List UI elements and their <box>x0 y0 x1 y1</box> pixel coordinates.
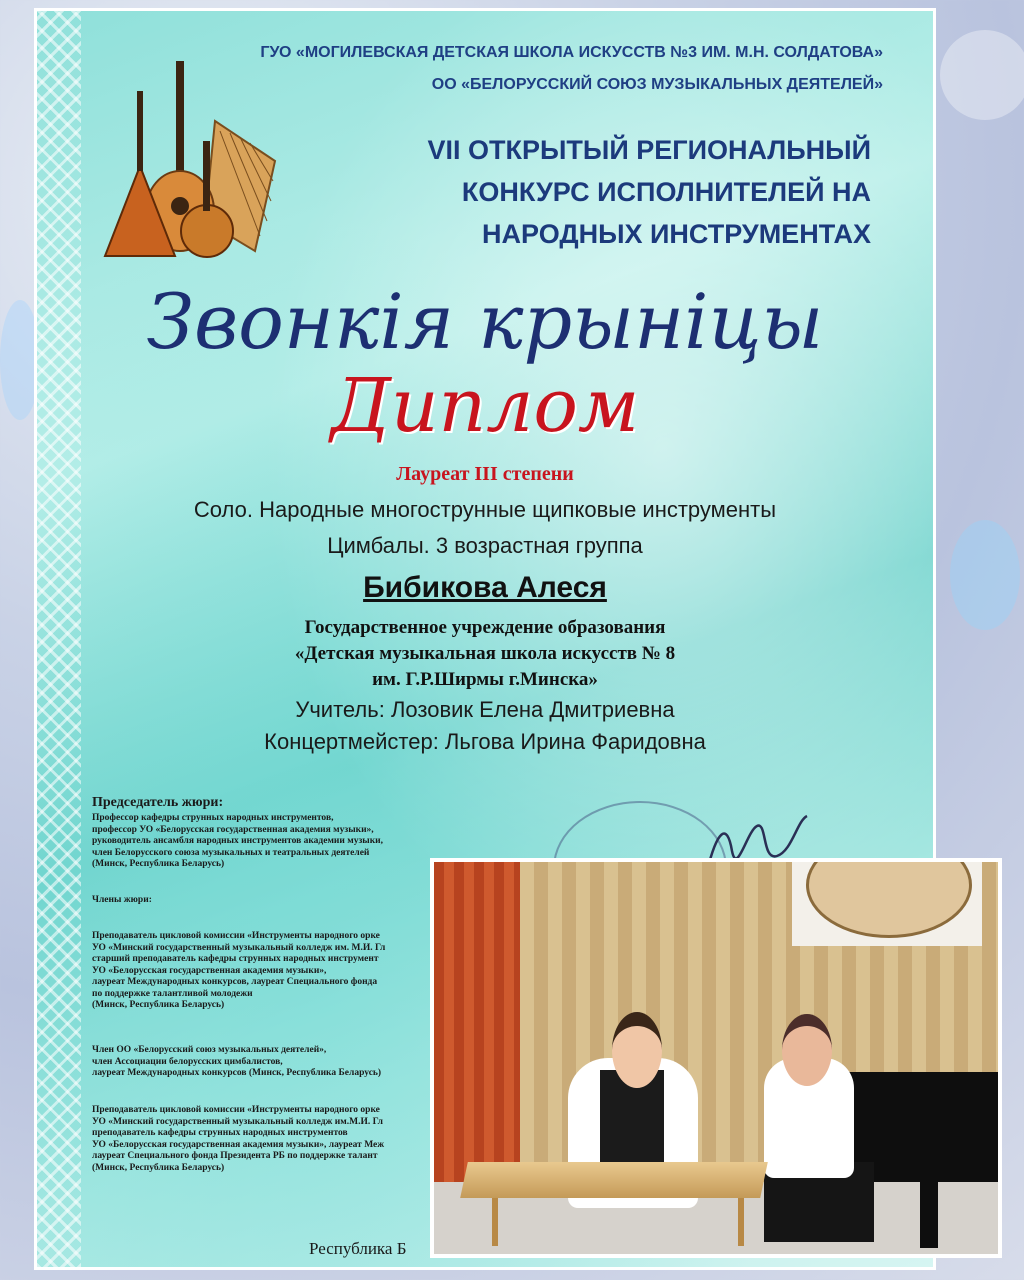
institution-line-1: Государственное учреждение образования <box>304 617 666 638</box>
footer-place: Республика Б <box>309 1239 407 1258</box>
performance-photo <box>430 858 1002 1258</box>
age-category: Цимбалы. 3 возрастная группа <box>327 533 643 558</box>
document-title: Диплом <box>330 363 640 449</box>
jury-member-3: Преподаватель цикловой комиссии «Инструменты народного орке УО «Минский государственный музыкальный колледж им.М.И. Гл преподаватель кафедры струнных народных инструментов УО «Белорусская государственная академия музыки», лауреат Меж лауреат Специального фонда Президента РБ по поддержке талант (Минск, Республика Беларусь) <box>92 1105 385 1173</box>
award-degree: Лауреат III степени <box>396 463 574 485</box>
contest-title: Звонкія крыніцы <box>146 277 824 366</box>
institution-line-3: им. Г.Р.Ширмы г.Минска» <box>372 669 598 690</box>
bokeh-light <box>940 30 1024 120</box>
cimbaly-instrument <box>460 1162 768 1198</box>
nomination: Соло. Народные многострунные щипковые инструменты <box>193 497 777 522</box>
organizer-line-1: ГУО «МОГИЛЕВСКАЯ ДЕТСКАЯ ШКОЛА ИСКУССТВ №3 ИМ. М.Н. СОЛДАТОВА» <box>260 44 883 61</box>
jury-member-1: Преподаватель цикловой комиссии «Инструменты народного орке УО «Минский государственный музыкальный колледж им. М.И. Гл старший преподаватель кафедры струнных народных инструмент УО «Белорусская государственная академия музыки», лауреат Международных конкурсов, лауреат Специального фонда по поддержке талантливой молодежи (Минск, Республика Беларусь) <box>92 931 386 1010</box>
bokeh-light <box>950 520 1020 630</box>
contest-line-2: КОНКУРС ИСПОЛНИТЕЛЕЙ НА <box>461 177 871 207</box>
teacher-name: Учитель: Лозовик Елена Дмитриевна <box>295 697 675 722</box>
organizer-line-2: ОО «БЕЛОРУССКИЙ СОЮЗ МУЗЫКАЛЬНЫХ ДЕЯТЕЛЕЙ» <box>431 76 883 93</box>
contest-line-3: НАРОДНЫХ ИНСТРУМЕНТАХ <box>482 219 871 249</box>
winner-name: Бибикова Алеся <box>363 571 607 604</box>
accompanist-name: Концертмейстер: Льгова Ирина Фаридовна <box>264 729 706 754</box>
jury-chair-heading: Председатель жюри: <box>92 795 224 810</box>
institution-line-2: «Детская музыкальная школа искусств № 8 <box>294 643 676 664</box>
jury-members-heading: Члены жюри: <box>92 895 152 905</box>
performer-head <box>612 1012 662 1088</box>
jury-chair-text: Профессор кафедры струнных народных инструментов, профессор УО «Белорусская государственная академия музыки», руководитель ансамбля народных инструментов академии музыки, член Белорусского союза музыкальных и театральных деятелей (Минск, Республика Беларусь) <box>92 813 384 869</box>
jury-member-2: Член ОО «Белорусский союз музыкальных деятелей», член Ассоциации белорусских цимбалистов, лауреат Международных конкурсов (Минск, Республика Беларусь) <box>92 1045 382 1078</box>
accompanist-head <box>782 1014 832 1086</box>
cimbaly-stand <box>492 1196 744 1246</box>
contest-line-1: VII ОТКРЫТЫЙ РЕГИОНАЛЬНЫЙ <box>427 135 871 165</box>
piano-leg <box>920 1178 938 1248</box>
